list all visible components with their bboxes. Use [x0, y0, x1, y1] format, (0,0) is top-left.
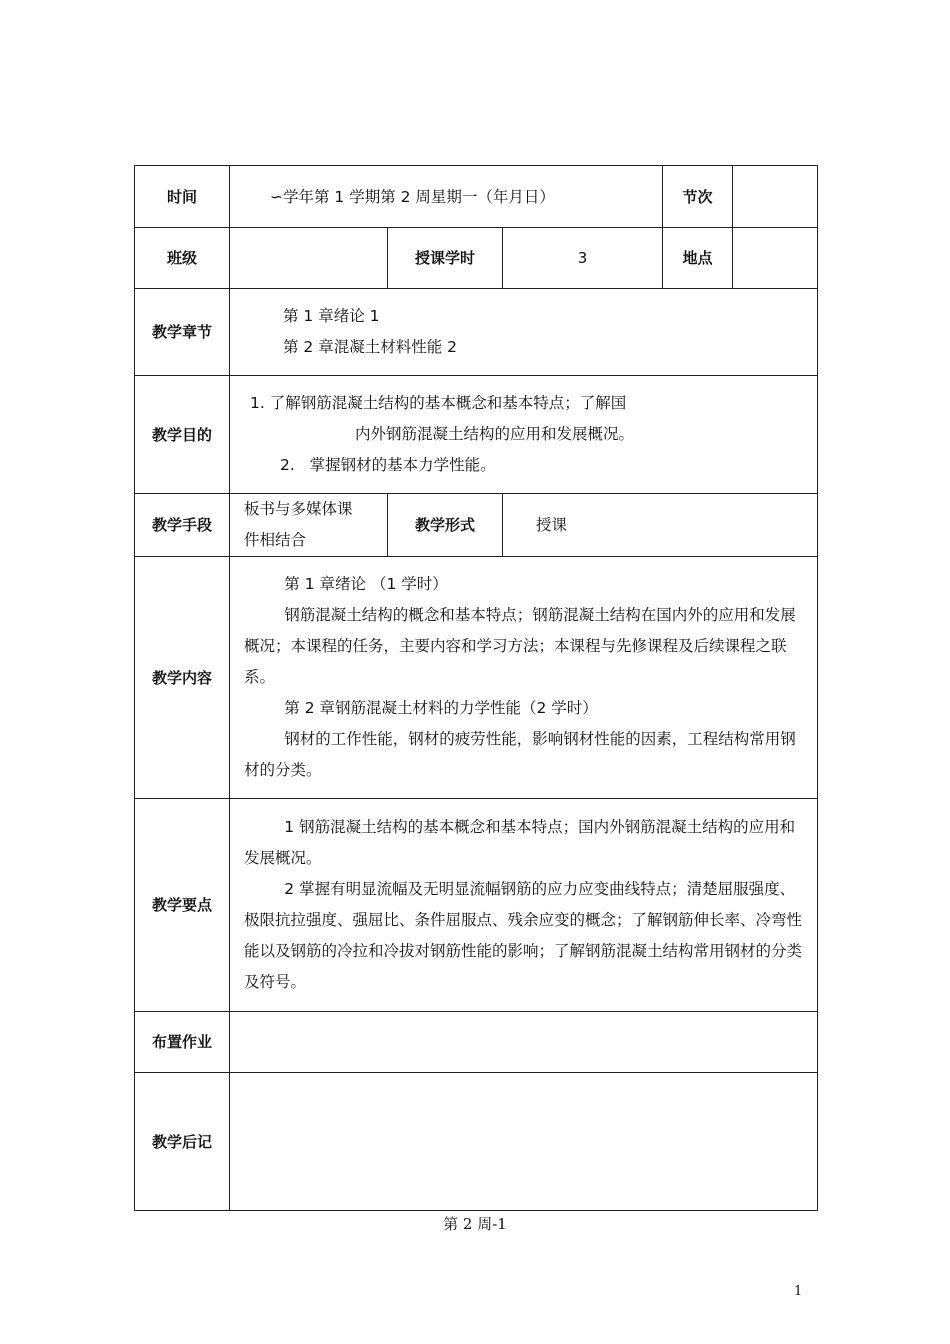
- content-label: 教学内容: [135, 557, 230, 799]
- goal-line-2: 内外钢筋混凝土结构的应用和发展概况。: [355, 425, 635, 443]
- row-reflection: [135, 1073, 818, 1211]
- means-line-1: 板书与多媒体课: [244, 500, 353, 518]
- means-line-2: 件相结合: [244, 531, 307, 549]
- homework-value: [230, 1012, 818, 1073]
- key-label: 教学要点: [135, 799, 230, 1012]
- content-para-4: 钢材的工作性能，钢材的疲劳性能，影响钢材性能的因素，工程结构常用钢材的分类。: [244, 730, 796, 779]
- goal-label: 教学目的: [135, 376, 230, 494]
- form-label: 教学形式: [388, 494, 503, 557]
- page-number: 1: [794, 1284, 803, 1299]
- week-footer: 第 2 周-1: [443, 1215, 507, 1233]
- place-label: 地点: [663, 228, 733, 289]
- hours-value: 3: [503, 228, 663, 289]
- content-para-2: 钢筋混凝土结构的概念和基本特点；钢筋混凝土结构在国内外的应用和发展概况；本课程的任务，主要内容和学习方法；本课程与先修课程及后续课程之联系。: [244, 606, 796, 686]
- class-value: [230, 228, 388, 289]
- lesson-plan-table: [134, 165, 818, 1211]
- content-para-1: 第 1 章绪论 （1 学时）: [284, 575, 448, 593]
- row-content: [135, 557, 818, 799]
- class-label: 班级: [135, 228, 230, 289]
- row-class: [135, 228, 818, 289]
- reflection-value: [230, 1073, 818, 1211]
- row-means: [135, 494, 818, 557]
- form-value-text: 授课: [536, 516, 568, 534]
- goal-content: [230, 376, 818, 494]
- hours-label: 授课学时: [388, 228, 503, 289]
- row-homework: [135, 1012, 818, 1073]
- chapter-content: [230, 289, 818, 376]
- row-time: [135, 166, 818, 228]
- time-value: [230, 166, 663, 228]
- means-value: [230, 494, 388, 557]
- key-body: [230, 799, 818, 1012]
- goal-line-3: 2. 掌握钢材的基本力学性能。: [280, 456, 496, 474]
- chapter-line-1: 第 1 章绪论 1: [283, 307, 380, 325]
- key-para-1: 1 钢筋混凝土结构的基本概念和基本特点；国内外钢筋混凝土结构的应用和发展概况。: [244, 818, 796, 867]
- time-label: 时间: [135, 166, 230, 228]
- chapter-line-2: 第 2 章混凝土材料性能 2: [283, 338, 458, 356]
- period-label: 节次: [663, 166, 733, 228]
- homework-label: 布置作业: [135, 1012, 230, 1073]
- row-goal: [135, 376, 818, 494]
- means-label: 教学手段: [135, 494, 230, 557]
- content-body: [230, 557, 818, 799]
- form-value: [503, 494, 818, 557]
- reflection-label: 教学后记: [135, 1073, 230, 1211]
- content-para-3: 第 2 章钢筋混凝土材料的力学性能（2 学时）: [284, 699, 598, 717]
- row-keypoints: [135, 799, 818, 1012]
- row-chapter: [135, 289, 818, 376]
- key-para-2: 2 掌握有明显流幅及无明显流幅钢筋的应力应变曲线特点；清楚屈服强度、极限抗拉强度、强屈比、条件屈服点、残余应变的概念；了解钢筋伸长率、冷弯性能以及钢筋的冷拉和冷拔对钢筋性能的影响；了解钢筋混凝土结构常用钢材的分类及符号。: [244, 880, 803, 991]
- place-value: [733, 228, 818, 289]
- goal-line-1: 1. 了解钢筋混凝土结构的基本概念和基本特点；了解国: [250, 394, 627, 412]
- period-value: [733, 166, 818, 228]
- time-value-text: ∽学年第 1 学期第 2 周星期一（年月日）: [270, 187, 555, 206]
- chapter-label: 教学章节: [135, 289, 230, 376]
